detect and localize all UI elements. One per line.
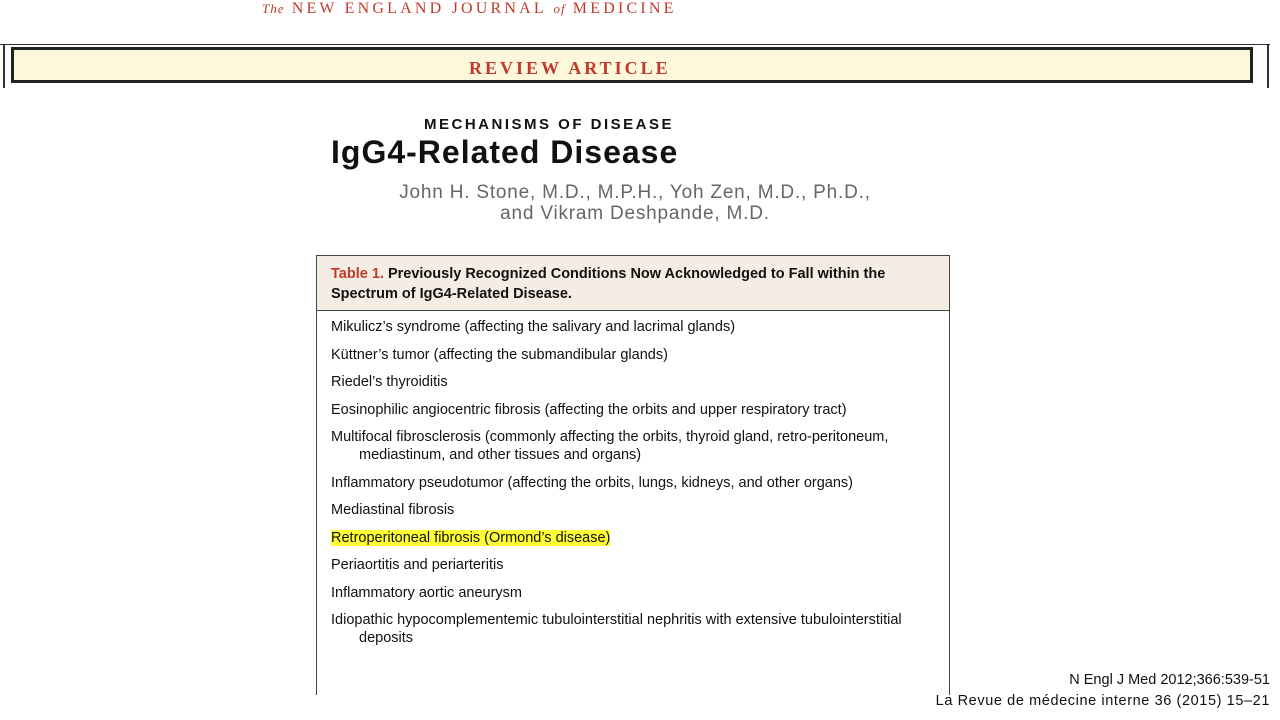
authors-line-1: John H. Stone, M.D., M.P.H., Yoh Zen, M.D., Ph.D., xyxy=(399,182,871,203)
header-right-bar xyxy=(1267,44,1269,88)
table-row: Riedel’s thyroiditis xyxy=(331,374,448,390)
header-left-bar xyxy=(3,44,5,88)
journal-title xyxy=(262,0,1022,18)
citation-revue: La Revue de médecine interne 36 (2015) 15–21 xyxy=(935,693,1270,709)
table-row: Inflammatory pseudotumor (affecting the orbits, lungs, kidneys, and other organs) xyxy=(331,474,854,491)
table-row: Inflammatory aortic aneurysm xyxy=(331,584,522,601)
highlight-mark: Retroperitoneal fibrosis (Ormond’s disease) xyxy=(331,529,611,546)
citation-nejm: N Engl J Med 2012;366:539-51 xyxy=(1069,672,1270,688)
article-authors xyxy=(225,182,1045,224)
conditions-table xyxy=(316,255,950,695)
table-row: Multifocal fibrosclerosis (commonly affecting the orbits, thyroid gland, retro-peritoneum, mediastinum, and other tissues and organs) xyxy=(331,429,889,463)
table-row-highlighted xyxy=(331,529,937,547)
table-row: Periaortitis and periarteritis xyxy=(331,557,504,573)
table-row: Mediastinal fibrosis xyxy=(331,502,455,518)
table-row: Idiopathic hypocomplementemic tubulointerstitial nephritis with extensive tubulointerstitial deposits xyxy=(331,612,902,646)
journal-title-prefix: The xyxy=(262,1,285,16)
table-caption-text: Previously Recognized Conditions Now Acknowledged to Fall within the Spectrum of IgG4-Related Disease. xyxy=(331,266,886,302)
header-rule xyxy=(0,44,1270,45)
table-label: Table 1. xyxy=(331,266,384,282)
section-banner xyxy=(11,47,1253,83)
table-caption xyxy=(317,256,949,311)
table-row: Mikulicz’s syndrome (affecting the salivary and lacrimal glands) xyxy=(331,319,736,335)
journal-title-end: MEDICINE xyxy=(572,0,677,17)
journal-title-main: NEW ENGLAND JOURNAL xyxy=(291,0,547,17)
authors-line-2: and Vikram Deshpande, M.D. xyxy=(500,203,770,224)
table-row: Eosinophilic angiocentric fibrosis (affecting the orbits and upper respiratory tract) xyxy=(331,401,847,418)
article-title: IgG4-Related Disease xyxy=(331,134,679,170)
section-banner-label: REVIEW ARTICLE xyxy=(469,58,671,78)
table-row: Küttner’s tumor (affecting the submandibular glands) xyxy=(331,346,668,363)
conditions-list xyxy=(317,311,949,647)
article-series: MECHANISMS OF DISEASE xyxy=(424,116,675,133)
journal-title-of: of xyxy=(553,1,566,16)
